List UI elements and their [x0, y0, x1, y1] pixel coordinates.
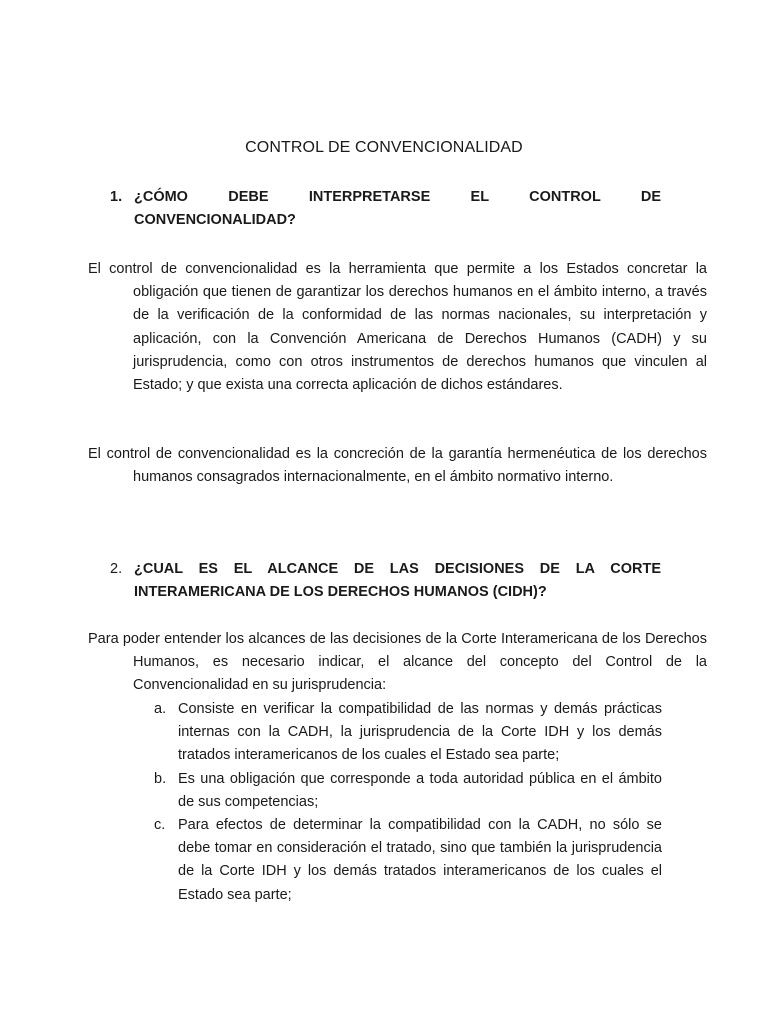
question-2-line-2: INTERAMERICANA DE LOS DERECHOS HUMANOS (CIDH)?	[134, 584, 547, 600]
question-1-number: 1.	[110, 189, 123, 205]
list-item-marker: b.	[154, 770, 167, 787]
list-item	[150, 814, 662, 907]
question-2-number: 2.	[110, 561, 123, 577]
document-title: CONTROL DE CONVENCIONALIDAD	[245, 139, 523, 156]
question-2-heading	[110, 558, 661, 604]
question-1-text	[134, 186, 661, 232]
list-item-text: Es una obligación que corresponde a toda autoridad pública en el ámbito de sus competencias;	[178, 770, 662, 810]
paragraph-1: El control de convencionalidad es la herramienta que permite a los Estados concretar la obligación que tienen de garantizar los derechos humanos en el ámbito interno, a través de la verificación de la conformidad de las normas nacionales, su interpretación y aplicación, con la Convención Americana de Derechos Humanos (CADH) y su jurisprudencia, como con otros instrumentos de derechos humanos que vinculen al Estado; y que exista una correcta aplicación de dichos estándares.	[88, 261, 707, 394]
question-1-heading	[110, 186, 661, 232]
list-item-marker: a.	[154, 701, 167, 717]
question-1-line-2: CONVENCIONALIDAD?	[134, 212, 296, 228]
question-2-text	[134, 558, 661, 604]
question-2-line-1: ¿CUAL ES EL ALCANCE DE LAS DECISIONES DE LA CORTE	[134, 561, 661, 577]
list-item	[150, 768, 662, 814]
list-item	[150, 698, 662, 768]
scope-list	[150, 698, 662, 907]
question-1-line-1: ¿CÓMO DEBE INTERPRETARSE EL CONTROL DE	[134, 189, 661, 205]
paragraph-3: Para poder entender los alcances de las decisiones de la Corte Interamericana de los Derechos Humanos, es necesario indicar, el alcance del concepto del Control de la Convencionalidad en su jurisprudencia:	[88, 631, 707, 694]
paragraph-2: El control de convencionalidad es la concreción de la garantía hermenéutica de los derechos humanos consagrados internacionalmente, en el ámbito normativo interno.	[88, 446, 707, 486]
list-item-text: Consiste en verificar la compatibilidad de las normas y demás prácticas internas con la CADH, la jurisprudencia de la Corte IDH y los demás tratados interamericanos de los cuales el Estado sea parte;	[178, 701, 662, 764]
list-item-text: Para efectos de determinar la compatibilidad con la CADH, no sólo se debe tomar en consideración el tratado, sino que también la jurisprudencia de la Corte IDH y los demás tratados interamericanos de los cuales el Estado sea parte;	[178, 817, 662, 903]
list-item-marker: c.	[154, 817, 166, 834]
